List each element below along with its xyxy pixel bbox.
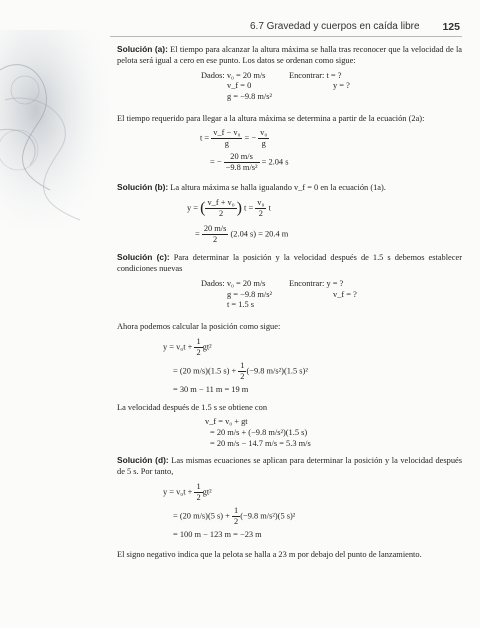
sol-c-find-col [289, 279, 357, 301]
sol-a-given-label: Dados: [201, 70, 225, 80]
sol-a-equations [117, 128, 462, 178]
sol-d-eq3: = 100 m − 123 m = −23 m [173, 529, 262, 539]
sol-a-given-0: v₀ = 20 m/s [226, 70, 266, 80]
sol-c-eq3: = 30 m − 11 m = 19 m [173, 384, 249, 394]
sol-b-paragraph [117, 182, 462, 194]
page-number: 125 [442, 21, 460, 33]
sol-b-label: Solución (b): [117, 182, 169, 193]
sol-c-text3: La velocidad después de 1.5 s se obtiene con [117, 402, 268, 412]
sol-a-eq2: = − $\frac{20 m/s}{\text{−9.8 m/s²}}$ = 2.04 s [210, 152, 289, 173]
sol-b-eq1: y = ( $\frac{\text{v\_f + v₀}}{2}$ ) t = $\frac{\text{v₀}}{2}$ t [187, 198, 271, 219]
sol-c-label: Solución (c): [117, 252, 170, 263]
sol-b-eq2: = $\frac{20 m/s}{2}$ (2.04 s) = 20.4 m [195, 224, 289, 245]
sol-a-find-0: t = ? [326, 70, 342, 80]
sol-c-given-1: g = −9.8 m/s² [227, 289, 272, 299]
sol-c-pos-equations [117, 337, 462, 397]
sol-c-v1: v_f = v₀ + gt [205, 417, 248, 427]
sol-a-given-2: g = −9.8 m/s² [227, 92, 272, 102]
sol-a-text2: El tiempo requerido para llegar a la altura máxima se determina a partir de la ecuación (2a): [117, 113, 425, 123]
sol-c-text: Para determinar la posición y la velocidad después de 1.5 s debemos establecer condiciones nuevas [117, 253, 462, 273]
decorative-swirl-art [0, 30, 120, 230]
sol-a-paragraph [117, 44, 462, 67]
sol-d-paragraph [117, 455, 462, 478]
sol-a-given-col [201, 71, 272, 103]
sol-d-text2: El signo negativo indica que la pelota se halla a 23 m por debajo del punto de lanzamiento. [117, 549, 422, 559]
section-title: 6.7 Gravedad y cuerpos en caída libre [250, 21, 420, 32]
sol-d-eq1: y = v₀t + $\frac{1}{2}$ gt² [163, 481, 212, 502]
sol-d-text: Las mismas ecuaciones se aplican para determinar la posición y la velocidad después de 5 s. Por tanto, [117, 456, 463, 477]
sol-d-eq2: = (20 m/s)(5 s) + $\frac{1}{2}$ (−9.8 m/s²)(5 s)² [173, 505, 296, 526]
sol-a-text: El tiempo para alcanzar la altura máxima se halla tras reconocer que la velocidad de la pelota será igual a cero en ese punto. Los datos se ordenan como sigue: [117, 45, 463, 65]
sol-b-equations [117, 198, 462, 248]
sol-a-find-col [289, 71, 350, 93]
content-area [117, 44, 462, 565]
sol-a-find-label: Encontrar: [289, 70, 325, 80]
sol-c-given-block [117, 279, 462, 317]
sol-a-label: Solución (a): [117, 44, 168, 54]
sol-a-given-1: v_f = 0 [227, 81, 252, 91]
running-header [250, 21, 460, 35]
sol-a-given-block [117, 71, 462, 109]
sol-c-v2: = 20 m/s + (−9.8 m/s²)(1.5 s) [210, 428, 308, 438]
sol-c-given-0: v₀ = 20 m/s [226, 278, 266, 288]
sol-c-text2: Ahora podemos calcular la posición como sigue: [117, 321, 281, 331]
sol-c-given-col [201, 279, 272, 311]
sol-a-find-1: y = ? [333, 81, 350, 91]
sol-c-eq2: = (20 m/s)(1.5 s) + $\frac{1}{2}$ (−9.8 m/s²)(1.5 s)² [173, 360, 308, 381]
sol-c-find-label: Encontrar: [289, 278, 325, 288]
sol-c-given-label: Dados: [201, 278, 225, 288]
sol-c-eq1: y = v₀t + $\frac{1}{2}$ gt² [163, 336, 212, 357]
sol-a-eq1: t = $\frac{\text{v\_f − v₀}}{g}$ = − $\frac{\text{v₀}}{g}$ [200, 128, 268, 149]
sol-c-given-2: t = 1.5 s [227, 300, 255, 310]
sol-b-text: La altura máxima se halla igualando v_f = 0 en la ecuación (1a). [170, 183, 386, 193]
sol-c-vel-equations [117, 417, 462, 451]
sol-c-find-0: y = ? [326, 278, 344, 288]
sol-c-paragraph [117, 252, 462, 275]
sol-c-find-1: v_f = ? [333, 289, 357, 299]
sol-c-v3: = 20 m/s − 14.7 m/s = 5.3 m/s [210, 439, 311, 449]
sol-d-equations [117, 482, 462, 544]
sol-d-label: Solución (d): [117, 455, 169, 466]
header-rule [110, 36, 462, 37]
